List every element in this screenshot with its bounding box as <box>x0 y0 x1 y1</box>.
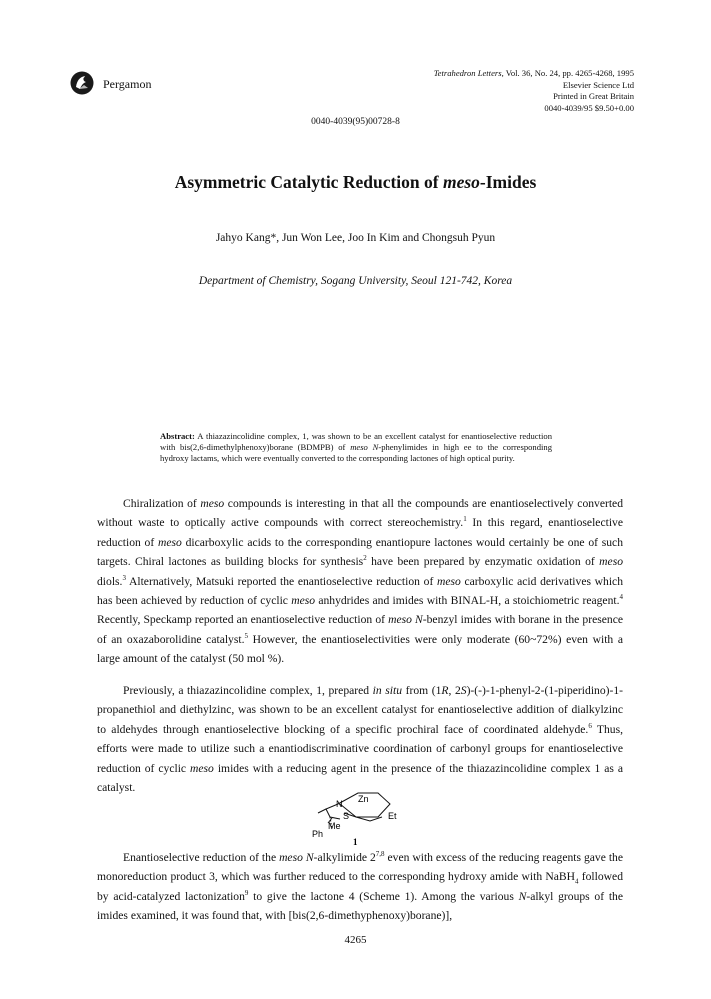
journal-name: Tetrahedron Letters <box>433 68 502 78</box>
abstract-label: Abstract: <box>160 431 195 441</box>
group-me: Me <box>328 821 341 831</box>
printed-line: Printed in Great Britain <box>553 91 634 101</box>
journal-info <box>434 68 634 114</box>
ref-9: 9 <box>244 888 249 897</box>
body-paragraph-3: Enantioselective reduction of the meso N-alkylimide 2$^{7,8}$ even with excess of the reducing reagents gave the monoreduction product 3, which was further reduced to the corresponding hydroxy amide with NaBH$_4$ followed by acid-catalyzed lactonization$^9$ to give the lactone 4 (Scheme 1). Among the various N-alkyl groups of the imides examined, it was found that, with [bis(2,6-dimethyphenoxy)borane)], <box>97 850 623 923</box>
paper-title: Asymmetric Catalytic Reduction of meso-Imides <box>174 172 537 192</box>
ref-7-8: 7,8 <box>375 850 385 859</box>
affiliation: Department of Chemistry, Sogang University, Seoul 121-742, Korea <box>198 275 513 287</box>
ref-4: 4 <box>619 593 623 602</box>
abstract: Abstract: A thiazazincolidine complex, 1, was shown to be an excellent catalyst for enantioselective reduction with bis(2,6-dimethylphenoxy)borane (BDMPB) of meso N-phenylimides in high ee to the corresponding hydroxy lactams, which were eventually converted to the corresponding lactones of high optical purity. <box>160 431 553 464</box>
atom-s: S <box>343 811 350 821</box>
catalyst-structure-1 <box>308 787 404 847</box>
issn-price-line: 0040-4039/95 $9.50+0.00 <box>544 102 634 113</box>
body-paragraph-1: Chiralization of meso compounds is interesting in that all the compounds are enantioselectively converted without waste to optically active compounds with correct stereochemistry.$^1$ In this regard, enantioselective reduction of meso dicarboxylic acids to the corresponding enantiopure lactones would certainly be one of such targets. Chiral lactones as building blocks for synthesis$^2$ have been prepared by enzymatic oxidation of meso diols.$^3$ Alternatively, Matsuki reported the enantioselective reduction of meso carboxylic acid derivatives which has been achieved by reduction of cyclic meso anhydrides and imides with BINAL-H, a stoichiometric reagent.$^4$ Recently, Speckamp reported an enantioselective reduction of meso N-benzyl imides with borane in the presence of an oxazaborolidine catalyst.$^5$ However, the enantioselectivities were only moderate (60~72%) even with a large amount of the catalyst (50 mol %). <box>97 497 623 666</box>
ref-5: 5 <box>244 631 248 640</box>
ref-3: 3 <box>122 573 126 582</box>
group-et: Et <box>388 811 397 821</box>
ref-2: 2 <box>363 554 367 563</box>
compound-label-1: 1 <box>353 837 358 847</box>
publisher-line: Elsevier Science Ltd <box>562 79 634 90</box>
journal-citation: Tetrahedron Letters, Vol. 36, No. 24, pp. 4265-4268, 1995 <box>433 68 634 78</box>
authors: Jahyo Kang*, Jun Won Lee, Joo In Kim and Chongsuh Pyun <box>215 232 496 244</box>
publisher-name: Pergamon <box>103 77 152 91</box>
atom-zn: Zn <box>358 794 369 804</box>
ref-6: 6 <box>588 721 592 730</box>
pergamon-logo-icon <box>70 71 94 95</box>
group-ph: Ph <box>312 829 324 839</box>
atom-n: N <box>336 799 343 809</box>
doi: 0040-4039(95)00728-8 <box>311 117 400 127</box>
body-paragraph-2: Previously, a thiazazincolidine complex, 1, prepared in situ from (1R, 2S)-(-)-1-phenyl-2-(1-piperidino)-1-propanethiol and diethylzinc, was shown to be an excellent catalyst for enantioselective addition of dialkylzinc to aldehydes through enantioselective blocking of a specific prochiral face of coordinated aldehyde.$^6$ Thus, efforts were made to utilize such a enantiodiscriminative coordination of carbonyl groups for enantioselective reduction of cyclic meso imides with a reducing agent in the presence of the thiazazincolidine complex 1 as a catalyst. <box>97 684 624 795</box>
ref-1: 1 <box>463 515 467 524</box>
page-number: 4265 <box>344 934 367 946</box>
